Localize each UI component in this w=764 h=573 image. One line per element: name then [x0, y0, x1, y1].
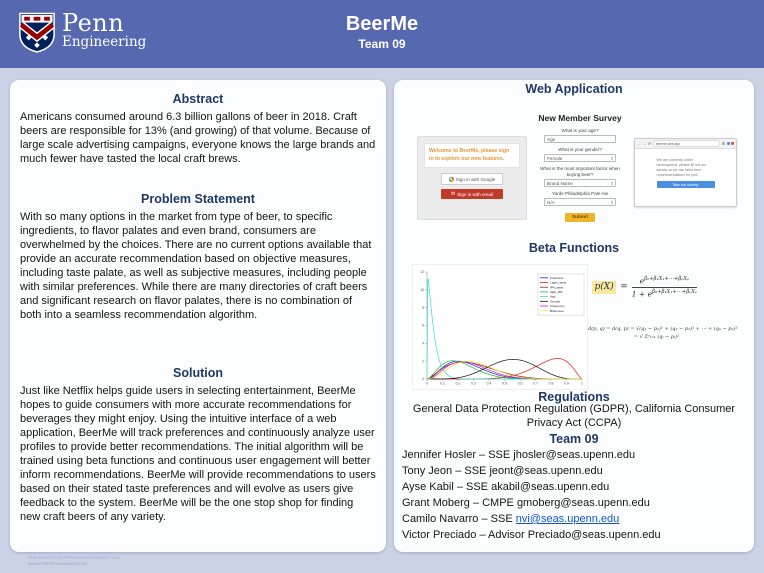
member-name: Camilo Navarro – SSE	[402, 513, 513, 525]
beta-functions-heading: Beta Functions	[528, 241, 620, 255]
svg-text:0.7: 0.7	[533, 381, 538, 386]
survey-age-label: What is your age?	[561, 128, 599, 133]
welcome-text: Welcome to BeerMe, please sign in to explore our new features.	[429, 148, 510, 162]
select-stepper-icon: ⇕	[610, 199, 614, 205]
team-member	[402, 479, 748, 495]
member-name: Tony Jeon – SSE	[402, 465, 487, 477]
svg-text:Frequency: Frequency	[550, 304, 565, 309]
poster-title: BeerMe	[345, 13, 419, 35]
survey-beer-rating-select[interactable]: N/A ⇕	[544, 198, 616, 206]
browser-profile-dot-red	[731, 142, 734, 145]
survey-screenshot	[536, 113, 624, 222]
team-member	[402, 447, 748, 463]
svg-text:0.9: 0.9	[564, 381, 569, 386]
svg-text:Age: Age	[550, 294, 556, 299]
logo-engineering-text: Engineering	[62, 34, 147, 50]
svg-text:0.3: 0.3	[471, 381, 476, 386]
svg-text:10: 10	[420, 288, 425, 293]
envelope-icon: ✉	[451, 190, 456, 197]
poster-subtitle: Team 09	[358, 37, 406, 51]
svg-text:0.6: 0.6	[517, 381, 523, 386]
svg-text:0.5: 0.5	[502, 381, 507, 386]
svg-text:Bitterness: Bitterness	[550, 308, 564, 313]
team-heading: Team 09	[549, 432, 599, 446]
member-email-link[interactable]: nvi@seas.upenn.edu	[515, 513, 620, 525]
svg-text:0.2: 0.2	[455, 381, 461, 386]
survey-title: New Member Survey	[538, 113, 622, 123]
beta-functions-chart	[412, 264, 588, 390]
under-development-message: We are currently under development, please fill out our survey so we can tailor beer recommendations for you!	[656, 158, 707, 178]
browser-forward-icon[interactable]: →	[642, 140, 647, 146]
team-member	[402, 511, 748, 527]
select-stepper-icon: ⇕	[610, 180, 614, 186]
svg-text:Gender: Gender	[550, 299, 561, 304]
google-icon	[449, 177, 454, 182]
browser-back-icon[interactable]: ←	[637, 140, 641, 146]
team-list	[402, 447, 748, 543]
member-name: Jennifer Hosler – SSE	[402, 449, 511, 461]
svg-text:12: 12	[420, 270, 425, 275]
header-bar	[0, 0, 764, 68]
solution-body: Just like Netflix helps guide users in selecting entertainment, BeerMe hopes to guide consumers with more accurate recommendations for beverages they might enjoy. Using the intuitive interface of a web application, BeerMe will track preferences and continuously analyze user profiles to provide better recommendations. The initial algorithm will be trained using beta functions and continuous user engagement will better inform recommendations. BeerMe will provide recommendations to users based on their stated taste preferences and will evolve as users give feedback to the system. BeerMe will be the one stop shop for finding new craft beers of any variety.	[20, 385, 376, 523]
logistic-regression-formula: p(X) = $\frac{e^{\beta_0+\beta_1X_1+\cdots+\beta_pX_p}}{1 + e^{\beta_0+\beta_1X_1+\cdots+\beta_pX_p}}$	[592, 276, 732, 298]
survey-age-input[interactable]: Age	[544, 135, 616, 143]
svg-text:2: 2	[422, 359, 425, 364]
svg-text:Fruitiness: Fruitiness	[550, 275, 564, 280]
svg-text:6: 6	[422, 323, 425, 328]
svg-text:0: 0	[422, 377, 425, 382]
svg-text:0: 0	[426, 381, 428, 386]
regulations-body: General Data Protection Regulation (GDPR), California Consumer Privacy Act (CCPA)	[412, 403, 736, 429]
formula-px-highlight: p(X)	[592, 281, 616, 294]
svg-text:8: 8	[422, 305, 425, 310]
member-name: Ayse Kabil – SSE	[402, 481, 489, 493]
left-panel	[10, 80, 386, 552]
sign-in-with-google-button[interactable]	[441, 173, 503, 185]
right-panel	[394, 80, 754, 552]
member-email: akabil@seas.upenn.edu	[491, 481, 610, 493]
member-email: gmoberg@seas.upenn.edu	[516, 497, 650, 509]
take-survey-button[interactable]: Take our survey!	[657, 181, 715, 188]
survey-submit-button[interactable]: Submit	[565, 213, 595, 222]
team-member	[402, 463, 748, 479]
euclidean-distance-formula: d(p, q) = d(q, p) = √(q₁ − p₁)² + (q₂ − p₂)² + ⋯ + (qₙ − pₙ)² = √ Σⁿᵢ₌₁ (qᵢ − pᵢ)²	[588, 326, 738, 340]
browser-toolbar	[635, 139, 736, 149]
survey-factor-label: What is the most important factor when buying beer?	[540, 165, 620, 177]
solution-heading: Solution	[173, 366, 223, 380]
browser-message-card	[657, 158, 715, 188]
survey-factor-select[interactable]: Brand Name ⇕	[544, 179, 616, 187]
member-email: Preciado@seas.upenn.edu	[527, 529, 661, 541]
svg-text:4: 4	[422, 341, 425, 346]
team-member	[402, 527, 748, 543]
browser-screenshot	[634, 138, 737, 207]
browser-address-bar[interactable]: beerme-web-app	[653, 140, 720, 148]
svg-text:Lager_taste: Lager_taste	[550, 280, 567, 285]
abstract-body: Americans consumed around 6.3 billion gallons of beer in 2018. Craft beers are responsible for 13% (and growing) of that volume. Because of large scale advertising campaigns, everyone knows the large brands and much fewer have tasted the local craft brews.	[20, 111, 376, 165]
svg-text:0.4: 0.4	[486, 381, 492, 386]
svg-text:0.1: 0.1	[440, 381, 445, 386]
member-email: jhosler@seas.upenn.edu	[513, 449, 636, 461]
survey-beer-rating-label: Yards Philadelphia Pale Ale	[551, 190, 609, 196]
problem-statement-heading: Problem Statement	[141, 192, 255, 206]
svg-text:1: 1	[581, 381, 583, 386]
sign-in-with-email-button[interactable]	[441, 189, 503, 199]
browser-profile-dot-blue	[727, 142, 730, 145]
svg-text:0.8: 0.8	[548, 381, 554, 386]
survey-gender-label: What is your gender?	[558, 146, 602, 152]
browser-apps-icon[interactable]: ⊞	[721, 140, 725, 146]
team-member	[402, 495, 748, 511]
welcome-box	[424, 143, 520, 168]
member-name: Grant Moberg – CMPE	[402, 497, 514, 509]
svg-text:dark_IPA: dark_IPA	[550, 290, 563, 294]
member-name: Victor Preciado – Advisor	[402, 529, 525, 541]
svg-text:IPA_taste: IPA_taste	[550, 285, 564, 290]
web-application-heading: Web Application	[525, 82, 623, 96]
regulations-heading: Regulations	[538, 390, 610, 404]
member-email: jeont@seas.upenn.edu	[489, 465, 603, 477]
poster-template-watermark: RESEARCH POSTER PRESENTATION DESIGN © 2015 www.PosterPresentations.com	[28, 556, 120, 566]
google-button-label: Sign in with Google	[455, 176, 496, 182]
signin-screenshot	[417, 136, 527, 220]
browser-reload-icon[interactable]: ⟳	[648, 140, 652, 146]
survey-gender-select[interactable]: Female ⇕	[544, 154, 616, 162]
select-stepper-icon: ⇕	[610, 155, 614, 161]
problem-statement-body: With so many options in the market from type of beer, to specific ingredients, to flavor palates and even brand, consumers are overwhelmed by the choices. There are no current options available that provide an accurate recommendation based on objective measures, including taste palate, as well as subjective measures, including people with similar preferences. While there are many directories of craft beers and significant research on flavor palates, there is no combination of both into a seamless recommendation algorithm.	[20, 211, 372, 321]
abstract-heading: Abstract	[172, 92, 224, 106]
email-button-label: Sign in with email	[457, 191, 493, 197]
logo-penn-text: Penn	[62, 9, 125, 37]
